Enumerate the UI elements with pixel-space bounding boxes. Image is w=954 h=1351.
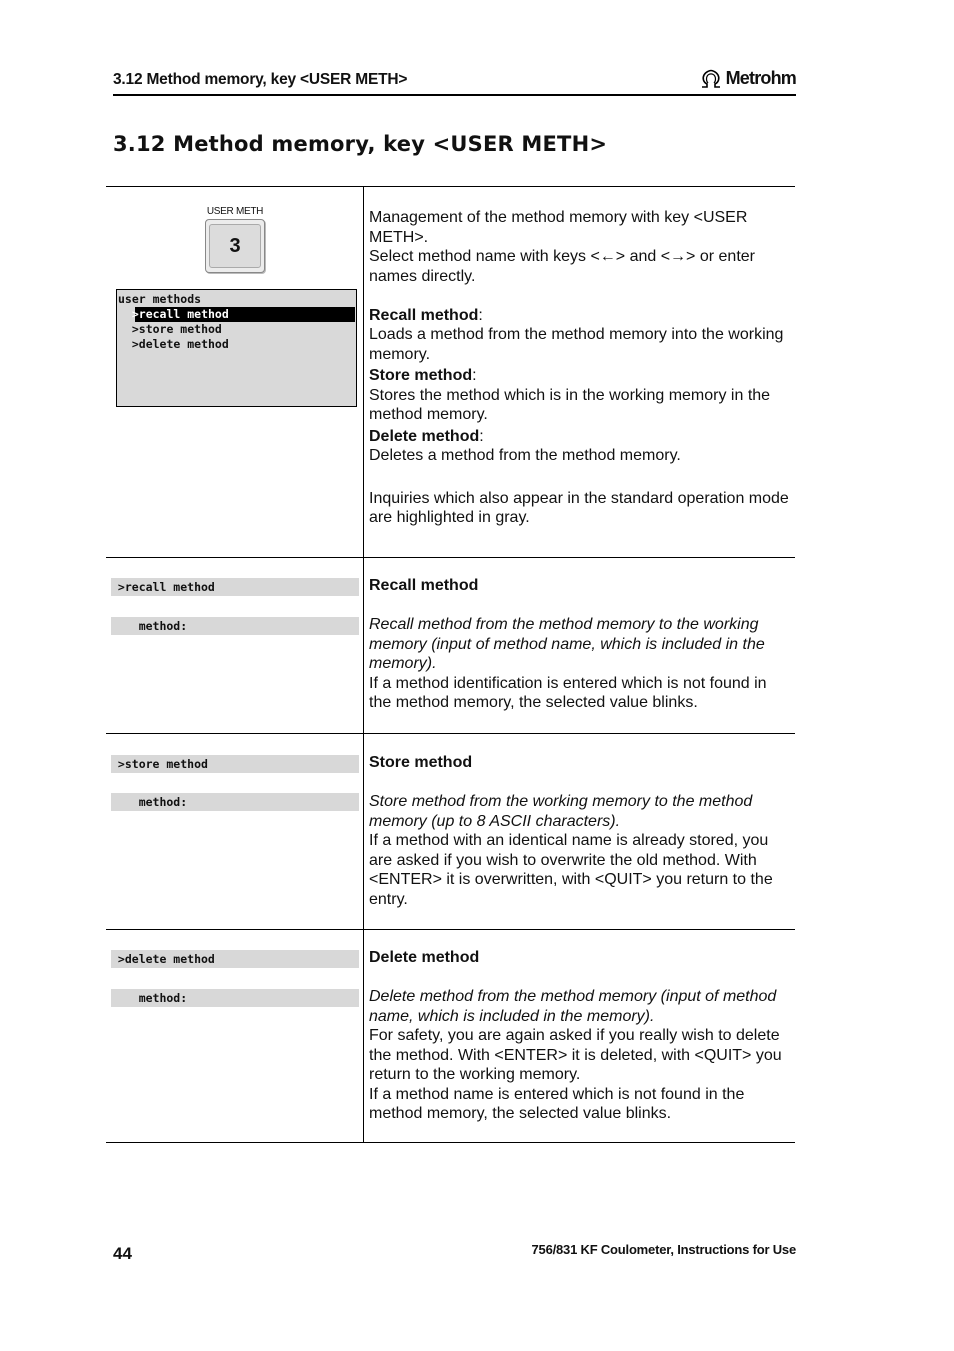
recall-definition: [369, 306, 789, 326]
logo-text: Metrohm: [725, 68, 796, 88]
display-inquiry: method:: [111, 793, 359, 811]
lcd-line: user methods: [118, 292, 202, 306]
section-title: 3.12 Method memory, key <USER METH>: [113, 132, 608, 156]
definition-text: Deletes a method from the method memory.: [369, 447, 681, 464]
document-title: 756/831 KF Coulometer, Instructions for Use: [531, 1242, 796, 1257]
section-heading: Recall method: [369, 577, 479, 594]
spacer: [369, 773, 789, 793]
table-rule: [106, 557, 795, 558]
italic-description: Store method from the working memory to the method memory (up to 8 ASCII characters).: [369, 793, 753, 830]
lcd-line-selected-text: >recall method: [118, 307, 229, 321]
intro-paragraph: Select method name with keys <←> and <→> or enter names directly.: [369, 248, 755, 285]
display-inquiry: method:: [111, 617, 359, 635]
description-text: If a method with an identical name is already stored, you are asked if you wish to overwrite the old method. With <ENTER> it is overwritten, with <QUIT> you return to the entry.: [369, 832, 773, 908]
metrohm-logo: [699, 68, 796, 89]
omega-logo-icon: [699, 69, 723, 89]
delete-method-section: [369, 948, 789, 1124]
display-inquiry: method:: [111, 989, 359, 1007]
header-title: 3.12 Method memory, key <USER METH>: [113, 71, 408, 88]
lcd-line: [118, 307, 355, 322]
key-label: USER METH: [206, 206, 264, 217]
lcd-display: [116, 289, 357, 407]
store-method-section: [369, 753, 789, 909]
recall-method-section: [369, 576, 789, 713]
table-column-divider: [363, 186, 364, 1143]
key-digit: 3: [209, 224, 261, 268]
colon: :: [479, 427, 484, 445]
term-label: Recall method: [369, 306, 479, 324]
term-label: Delete method: [369, 427, 480, 445]
spacer: [369, 466, 789, 489]
table-rule-top: [106, 186, 795, 187]
note-text: Inquiries which also appear in the standard operation mode are highlighted in gray.: [369, 489, 789, 526]
lcd-line: >delete method: [118, 337, 229, 351]
description-text: For safety, you are again asked if you really wish to delete the method. With <ENTER> it is deleted, with <QUIT> you return to the working memory.: [369, 1027, 782, 1083]
definition-text: Stores the method which is in the working memory in the method memory.: [369, 386, 771, 423]
display-inquiry: >store method: [111, 755, 359, 773]
section-heading: Delete method: [369, 949, 480, 966]
italic-description: Recall method from the method memory to the working memory (input of method name, which is included in the memory).: [369, 616, 765, 672]
lcd-line: >store method: [118, 322, 222, 336]
intro-text: [369, 208, 789, 528]
key-cap: [205, 219, 265, 273]
section-heading: Store method: [369, 754, 473, 771]
intro-paragraph: Management of the method memory with key <USER METH>.: [369, 209, 748, 246]
description-text: If a method identification is entered which is not found in the method memory, the selected value blinks.: [369, 674, 767, 711]
term-label: Store method: [369, 367, 473, 384]
description-text: If a method name is entered which is not found in the method memory, the selected value blinks.: [369, 1085, 745, 1122]
page-header: [113, 68, 796, 96]
table-rule-bottom: [106, 1142, 795, 1143]
display-inquiry: >recall method: [111, 578, 359, 596]
page-number: 44: [113, 1244, 132, 1263]
colon: :: [472, 367, 477, 384]
delete-definition: [369, 427, 789, 447]
user-meth-key: [203, 206, 267, 272]
spacer: [369, 968, 789, 988]
colon: :: [478, 306, 483, 324]
store-definition: [369, 366, 789, 386]
table-rule: [106, 733, 795, 734]
table-rule: [106, 929, 795, 930]
italic-description: Delete method from the method memory (input of method name, which is included in the memory).: [369, 988, 777, 1025]
spacer: [369, 286, 789, 306]
display-inquiry: >delete method: [111, 950, 359, 968]
spacer: [369, 596, 789, 616]
definition-text: Loads a method from the method memory into the working memory.: [369, 326, 784, 363]
